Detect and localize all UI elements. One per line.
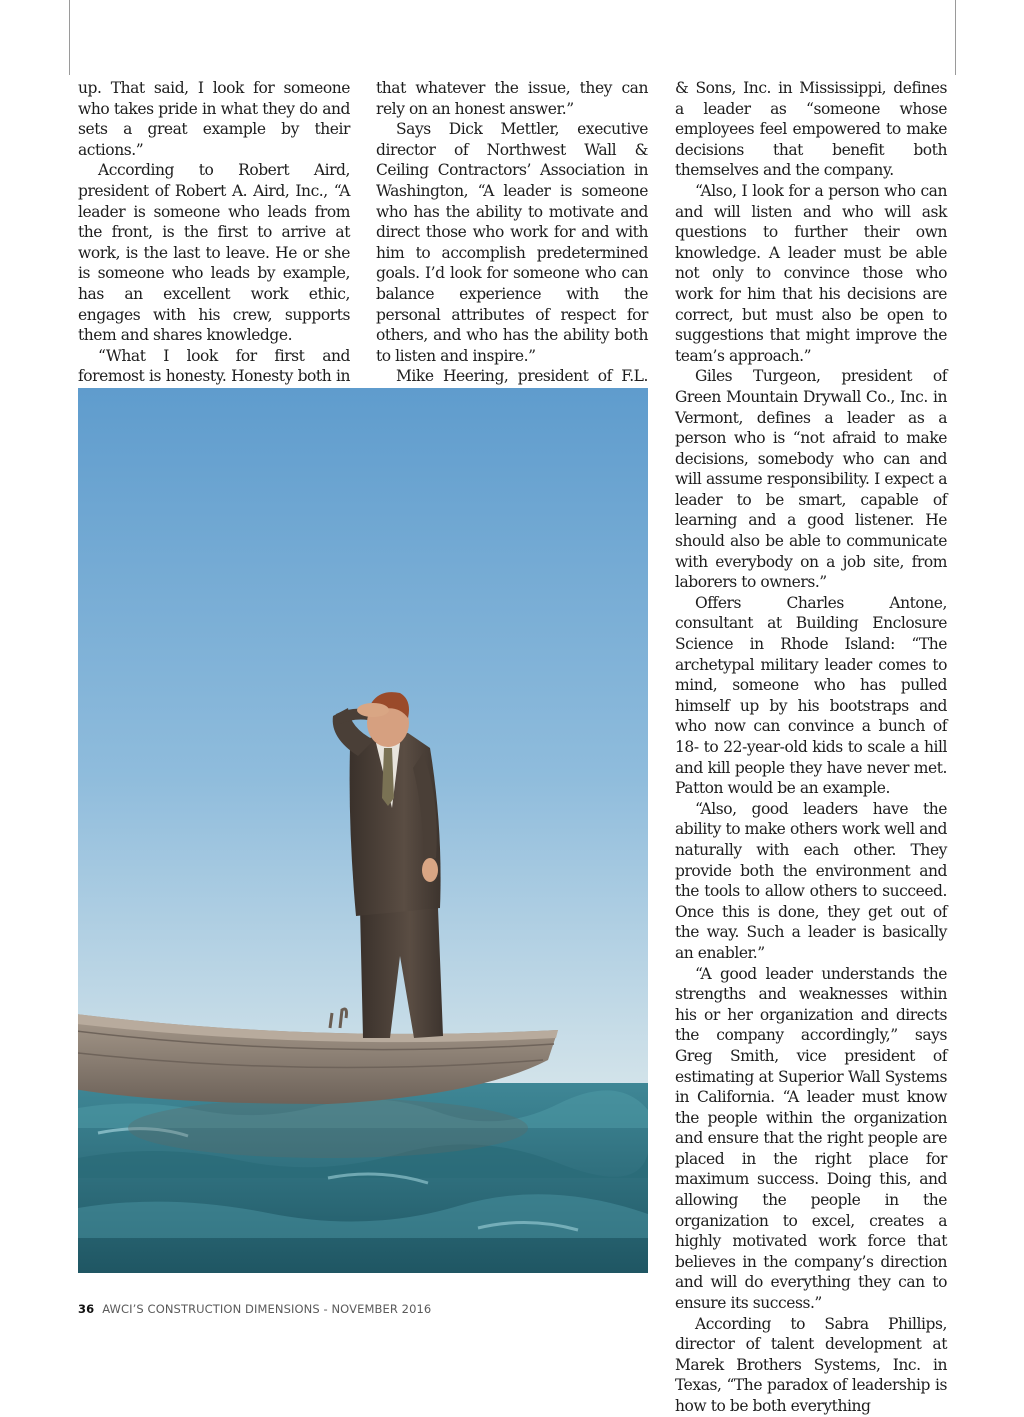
page-rule-left [69, 0, 70, 75]
page-number: 36 [78, 1302, 95, 1316]
paragraph: Says Dick Mettler, executive director of Northwest Wall & Ceiling Contractors’ Association in Washington, “A leader is someone who has the ability to motivate and direct those who work for and with him to accomplish predetermined goals. I’d look for someone who can balance experience with the personal attributes of respect for others, and who has the ability both to listen and inspire.” [376, 120, 648, 365]
page-rule-right [955, 0, 956, 75]
publication-line: AWCI’S CONSTRUCTION DIMENSIONS - NOVEMBER 2016 [102, 1302, 432, 1316]
paragraph: Giles Turgeon, president of Green Mountain Drywall Co., Inc. in Vermont, defines a leader as a person who is “not afraid to make decisions, somebody who can and will assume responsibility. I expect a leader to be smart, capable of learning and a good listener. He should also be able to communicate with everybody on a job site, from laborers to owners.” [675, 367, 947, 592]
paragraph: According to Robert Aird, president of Robert A. Aird, Inc., “A leader is someone who leads from the front, is the first to arrive at work, is the last to leave. He or she is someone who leads by example, has an excellent work ethic, engages with his crew, supports them and shares knowledge. [78, 161, 350, 345]
text-column-2 [376, 78, 648, 408]
paragraph: “Also, good leaders have the ability to make others work well and naturally with each other. They provide both the environment and the tools to allow others to succeed. Once this is done, they get out of the way. Such a leader is basically an enabler.” [675, 799, 947, 962]
paragraph: “Also, I look for a person who can and will listen and who will ask questions to further their own knowledge. A leader must be able not only to convince those who work for him that his decisions are correct, but must also be open to suggestions that might improve the team’s approach.” [675, 181, 947, 365]
paragraph: up. That said, I look for someone who takes pride in what they do and sets a great example by their actions.” [78, 79, 350, 159]
text-column-3 [675, 78, 947, 1417]
businessman-in-boat-illustration [78, 388, 648, 1273]
paragraph: “What I look for first and foremost is honesty. Honesty both in [78, 346, 350, 386]
paragraph: According to Sabra Phillips, director of talent development at Marek Brothers Systems, Inc. in Texas, “The paradox of leadership is how to be both everything [675, 1314, 947, 1415]
page-footer [78, 1302, 431, 1316]
paragraph: that whatever the issue, they can rely on an honest answer.” [376, 79, 648, 118]
paragraph: Mike Heering, president of F.L. [396, 367, 648, 386]
paragraph: & Sons, Inc. in Mississippi, defines a leader as “someone whose employees feel empowered to make decisions that benefit both themselves and the company. [675, 79, 947, 180]
paragraph: Offers Charles Antone, consultant at Building Enclosure Science in Rhode Island: “The archetypal military leader comes to mind, someone who has pulled himself up by his bootstraps and who now can convince a bunch of 18- to 22-year-old kids to scale a hill and kill people they have never met. Patton would be an example. [675, 593, 947, 798]
paragraph: “A good leader understands the strengths and weaknesses within his or her organization and directs the company accordingly,” says Greg Smith, vice president of estimating at Superior Wall Systems in California. “A leader must know the people within the organization and ensure that the right people are placed in the right place for maximum success. Doing this, and allowing the people in the organization to excel, creates a highly motivated work force that believes in the company’s direction and will do everything they can to ensure its success.” [675, 964, 947, 1313]
text-column-1 [78, 78, 350, 428]
